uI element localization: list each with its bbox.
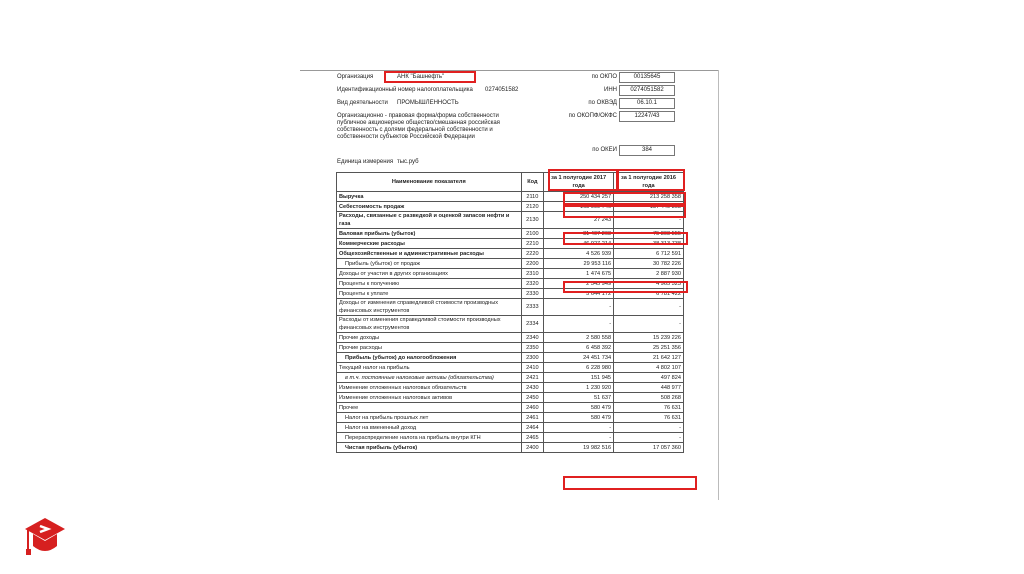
row-code: 2421 — [521, 373, 544, 383]
row-value-2016: 6 781 422 — [614, 289, 684, 299]
row-value-2017: 4 526 939 — [544, 249, 614, 259]
row-value-2016: - — [614, 316, 684, 333]
row-value-2017: 51 637 — [544, 393, 614, 403]
legal-label: Организационно - правовая форма/форма собственности — [337, 113, 499, 119]
header-row-okei — [337, 145, 677, 155]
highlight-col-2016-header — [617, 169, 685, 191]
highlight-col-2017-header — [548, 169, 618, 191]
row-name: Себестоимость продаж — [337, 202, 522, 212]
row-value-2017: - — [544, 299, 614, 316]
row-value-2016: 76 631 — [614, 413, 684, 423]
okei-value: 384 — [619, 145, 675, 156]
highlight-net-profit — [563, 476, 697, 490]
okved-label: по ОКВЭД — [588, 100, 617, 106]
row-code: 2320 — [521, 279, 544, 289]
row-value-2016: 448 977 — [614, 383, 684, 393]
row-name: Валовая прибыль (убыток) — [337, 229, 522, 239]
highlight-revenue — [563, 192, 686, 205]
row-value-2017: 46 927 214 — [544, 239, 614, 249]
row-value-2016: 6 712 591 — [614, 249, 684, 259]
row-code: 2340 — [521, 333, 544, 343]
row-code: 2110 — [521, 192, 544, 202]
row-value-2017: - — [544, 316, 614, 333]
col-header-code: Код — [521, 173, 544, 192]
row-value-2017: 81 407 268 — [544, 229, 614, 239]
row-code: 2100 — [521, 229, 544, 239]
row-value-2017: 24 451 734 — [544, 353, 614, 363]
row-value-2016: 75 808 555 — [614, 229, 684, 239]
okpo-value: 00135645 — [619, 72, 675, 83]
row-name: Чистая прибыль (убыток) — [337, 443, 522, 453]
row-name: Прочие расходы — [337, 343, 522, 353]
row-name: Налог на прибыль прошлых лет — [337, 413, 522, 423]
row-value-2016: 17 057 360 — [614, 443, 684, 453]
activity-value: ПРОМЫШЛЕННОСТЬ — [397, 100, 459, 106]
row-code: 2220 — [521, 249, 544, 259]
row-value-2016: - — [614, 299, 684, 316]
row-code: 2200 — [521, 259, 544, 269]
table-row — [337, 343, 684, 353]
table-row — [337, 423, 684, 433]
row-value-2017: 1 474 675 — [544, 269, 614, 279]
header-row-activity — [337, 98, 677, 108]
row-value-2016: - — [614, 212, 684, 229]
row-value-2016: - — [614, 423, 684, 433]
table-body — [337, 192, 684, 453]
row-value-2016: - — [614, 433, 684, 443]
row-code: 2460 — [521, 403, 544, 413]
table-row — [337, 393, 684, 403]
table-row — [337, 373, 684, 383]
row-name: Налог на вмененный доход — [337, 423, 522, 433]
table-row — [337, 383, 684, 393]
row-value-2017: - — [544, 433, 614, 443]
row-value-2017: 6 228 980 — [544, 363, 614, 373]
okei-label: по ОКЕИ — [592, 147, 617, 153]
table-row — [337, 403, 684, 413]
table-row — [337, 443, 684, 453]
sheet-edge-right — [718, 70, 719, 500]
unit-value: тыс.руб — [397, 159, 419, 165]
row-value-2016: 4 802 107 — [614, 363, 684, 373]
header-row-unit — [337, 157, 677, 167]
row-code: 2450 — [521, 393, 544, 403]
row-value-2016: 4 965 523 — [614, 279, 684, 289]
row-name: в т.ч. постоянные налоговые активы (обязательства) — [337, 373, 522, 383]
okopf-value: 12247/43 — [619, 111, 675, 122]
row-name: Общехозяйственные и административные расходы — [337, 249, 522, 259]
row-code: 2210 — [521, 239, 544, 249]
inn-code-label: ИНН — [604, 87, 617, 93]
inn-value: 0274051582 — [485, 87, 519, 93]
col-header-name: Наименование показателя — [337, 173, 522, 192]
row-value-2017: 168 999 746 — [544, 202, 614, 212]
row-name: Проценты к уплате — [337, 289, 522, 299]
row-code: 2400 — [521, 443, 544, 453]
row-name: Прочие доходы — [337, 333, 522, 343]
row-value-2017: 19 982 516 — [544, 443, 614, 453]
org-label: Организация — [337, 74, 374, 80]
highlight-org — [384, 71, 476, 83]
row-name: Выручка — [337, 192, 522, 202]
table-row — [337, 333, 684, 343]
graduation-cap-logo-icon — [24, 516, 66, 560]
highlight-cost — [563, 205, 686, 218]
table-row — [337, 316, 684, 333]
document-header — [337, 72, 677, 167]
row-value-2016: 15 239 226 — [614, 333, 684, 343]
row-code: 2333 — [521, 299, 544, 316]
table-row — [337, 269, 684, 279]
inn-code-value: 0274051582 — [619, 85, 675, 96]
header-row-legal — [337, 111, 677, 145]
row-value-2016: 137 449 803 — [614, 202, 684, 212]
row-value-2016: 76 631 — [614, 403, 684, 413]
row-value-2017: 580 479 — [544, 403, 614, 413]
row-code: 2120 — [521, 202, 544, 212]
table-row — [337, 413, 684, 423]
activity-label: Вид деятельности — [337, 100, 388, 106]
row-code: 2350 — [521, 343, 544, 353]
row-value-2016: 213 258 358 — [614, 192, 684, 202]
row-name: Прибыль (убыток) от продаж — [337, 259, 522, 269]
row-value-2016: 30 782 226 — [614, 259, 684, 269]
row-name: Доходы от участия в других организациях — [337, 269, 522, 279]
header-row-inn — [337, 85, 677, 95]
row-name: Перераспределение налога на прибыль внутри КГН — [337, 433, 522, 443]
row-value-2016: 2 887 930 — [614, 269, 684, 279]
table-row — [337, 249, 684, 259]
row-name: Расходы, связанные с разведкой и оценкой запасов нефти и газа — [337, 212, 522, 229]
highlight-gross — [563, 232, 688, 245]
row-code: 2464 — [521, 423, 544, 433]
row-value-2017: 5 644 172 — [544, 289, 614, 299]
row-value-2017: 151 945 — [544, 373, 614, 383]
row-code: 2310 — [521, 269, 544, 279]
row-value-2017: 29 953 116 — [544, 259, 614, 269]
col-header-2017: за 1 полугодие 2017 года — [544, 173, 614, 192]
row-value-2016: 25 251 356 — [614, 343, 684, 353]
highlight-participation — [563, 281, 688, 293]
table-row — [337, 353, 684, 363]
row-code: 2330 — [521, 289, 544, 299]
row-name: Расходы от изменения справедливой стоимости производных финансовых инструментов — [337, 316, 522, 333]
org-value: АНК "Башнефть" — [397, 74, 445, 80]
okopf-label: по ОКОПФ/ОКФС — [568, 113, 617, 119]
unit-label: Единица измерения — [337, 159, 394, 165]
row-value-2017: 1 230 920 — [544, 383, 614, 393]
row-code: 2461 — [521, 413, 544, 423]
row-value-2016: 21 642 127 — [614, 353, 684, 363]
row-value-2017: 2 545 949 — [544, 279, 614, 289]
row-code: 2430 — [521, 383, 544, 393]
sheet-edge-top — [300, 70, 718, 71]
row-value-2017: 580 479 — [544, 413, 614, 423]
table-row — [337, 299, 684, 316]
col-header-2016: за 1 полугодие 2016 года — [614, 173, 684, 192]
row-code: 2465 — [521, 433, 544, 443]
row-value-2017: 2 580 558 — [544, 333, 614, 343]
row-name: Изменение отложенных налоговых активов — [337, 393, 522, 403]
row-name: Проценты к получению — [337, 279, 522, 289]
row-value-2016: 38 313 738 — [614, 239, 684, 249]
inn-label: Идентификационный номер налогоплательщика — [337, 87, 473, 93]
row-code: 2410 — [521, 363, 544, 373]
row-code: 2334 — [521, 316, 544, 333]
row-name: Коммерческие расходы — [337, 239, 522, 249]
row-value-2017: 250 434 257 — [544, 192, 614, 202]
row-value-2017: 27 243 — [544, 212, 614, 229]
okved-value: 06.10.1 — [619, 98, 675, 109]
legal-value: публичное акционерное общество/смешанная российская собственность с долями федеральной собственности и собственности субъектов Российской Федерации — [337, 120, 500, 140]
row-name: Изменение отложенных налоговых обязательств — [337, 383, 522, 393]
table-row — [337, 259, 684, 269]
table-row — [337, 433, 684, 443]
table-row — [337, 363, 684, 373]
row-name: Прибыль (убыток) до налогообложения — [337, 353, 522, 363]
row-value-2017: 6 458 392 — [544, 343, 614, 353]
row-name: Доходы от изменения справедливой стоимости производных финансовых инструментов — [337, 299, 522, 316]
row-value-2016: 508 268 — [614, 393, 684, 403]
row-name: Текущий налог на прибыль — [337, 363, 522, 373]
row-value-2016: 497 824 — [614, 373, 684, 383]
row-value-2017: - — [544, 423, 614, 433]
row-code: 2130 — [521, 212, 544, 229]
row-code: 2300 — [521, 353, 544, 363]
row-name: Прочее — [337, 403, 522, 413]
okpo-label: по ОКПО — [591, 74, 617, 80]
